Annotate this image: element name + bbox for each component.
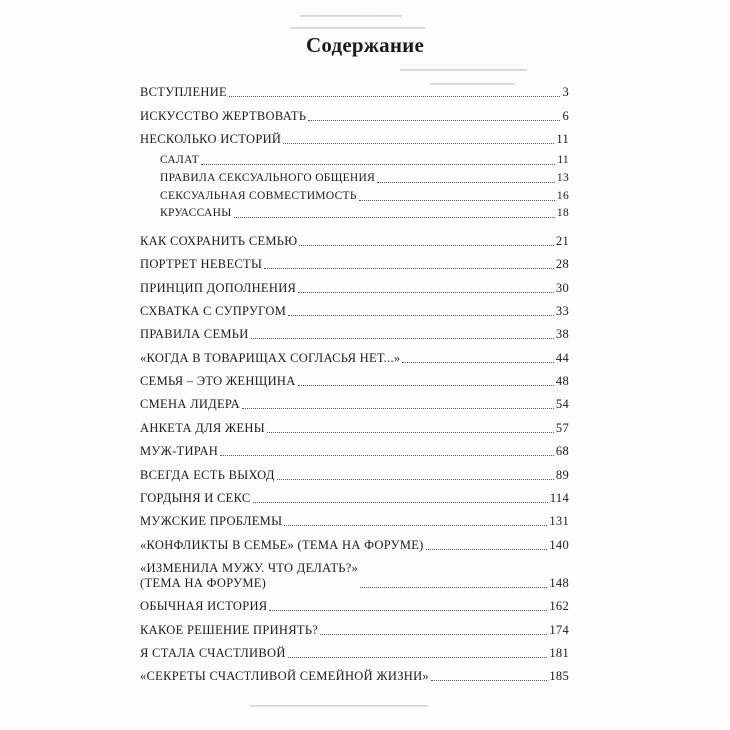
toc-entry-page: 148 xyxy=(549,575,569,590)
toc-subentry-label: СЕКСУАЛЬНАЯ СОВМЕСТИМОСТЬ xyxy=(160,189,357,202)
toc-entry-label: СМЕНА ЛИДЕРА xyxy=(140,397,240,412)
toc-entry-page: 89 xyxy=(555,467,569,482)
toc-subentry[interactable] xyxy=(140,204,569,222)
bleed-through-text: ▁▁▁▁▁▁▁▁▁▁ xyxy=(430,73,515,85)
toc-entry-label: ОБЫЧНАЯ ИСТОРИЯ xyxy=(140,599,268,614)
dot-leader xyxy=(308,120,560,121)
toc-subentry-label: САЛАТ xyxy=(160,153,200,166)
toc-entry[interactable] xyxy=(140,661,569,684)
toc-entry[interactable] xyxy=(140,483,569,506)
dot-leader xyxy=(253,502,548,503)
toc-entry-page: 38 xyxy=(555,327,569,342)
toc-entry[interactable] xyxy=(140,638,569,661)
table-of-contents xyxy=(140,77,569,684)
toc-entry-page: 30 xyxy=(555,280,569,295)
toc-entry-label: ПОРТРЕТ НЕВЕСТЫ xyxy=(140,257,263,272)
toc-entry-page: 11 xyxy=(556,132,569,147)
toc-entry[interactable] xyxy=(140,225,569,248)
toc-entry[interactable] xyxy=(140,77,569,100)
toc-entry-page: 114 xyxy=(549,491,569,506)
toc-entry-label: СХВАТКА С СУПРУГОМ xyxy=(140,303,287,318)
toc-entry[interactable] xyxy=(140,412,569,435)
toc-entry-label: ВСТУПЛЕНИЕ xyxy=(140,85,227,100)
dot-leader xyxy=(284,525,547,526)
toc-entry[interactable] xyxy=(140,124,569,147)
dot-leader xyxy=(234,217,555,218)
dot-leader xyxy=(377,182,555,183)
toc-entry-page: 21 xyxy=(555,233,569,248)
bleed-through-text: ▁▁▁▁▁▁▁▁▁▁▁▁▁▁▁▁▁▁▁▁▁ xyxy=(250,695,428,707)
dot-leader xyxy=(402,362,553,363)
toc-entry[interactable] xyxy=(140,296,569,319)
toc-entry-label: «КОНФЛИКТЫ В СЕМЬЕ» (ТЕМА НА ФОРУМЕ) xyxy=(140,537,424,552)
toc-entry-page: 44 xyxy=(555,350,569,365)
dot-leader xyxy=(320,634,547,635)
toc-entry-page: 33 xyxy=(555,303,569,318)
toc-entry-label: «СЕКРЕТЫ СЧАСТЛИВОЙ СЕМЕЙНОЙ ЖИЗНИ» xyxy=(140,669,429,684)
toc-entry[interactable] xyxy=(140,272,569,295)
toc-entry[interactable] xyxy=(140,366,569,389)
toc-entry-label: ПРАВИЛА СЕМЬИ xyxy=(140,327,249,342)
dot-leader xyxy=(298,292,554,293)
toc-entry[interactable] xyxy=(140,529,569,552)
toc-entry[interactable] xyxy=(140,389,569,412)
toc-subentry-label: ПРАВИЛА СЕКСУАЛЬНОГО ОБЩЕНИЯ xyxy=(160,171,376,184)
dot-leader xyxy=(426,549,548,550)
dot-leader xyxy=(288,657,548,658)
toc-entry-label: «ИЗМЕНИЛА МУЖУ. ЧТО ДЕЛАТЬ?» (ТЕМА НА ФОРУМЕ) xyxy=(140,560,359,590)
page-title: Содержание xyxy=(306,33,424,57)
toc-entry-page: 57 xyxy=(555,420,569,435)
toc-entry-label: ГОРДЫНЯ И СЕКС xyxy=(140,491,251,506)
toc-entry-label: «КОГДА В ТОВАРИЩАХ СОГЛАСЬЯ НЕТ...» xyxy=(140,350,401,365)
dot-leader xyxy=(298,385,554,386)
toc-entry[interactable] xyxy=(140,459,569,482)
dot-leader xyxy=(431,680,547,681)
dot-leader xyxy=(251,338,554,339)
toc-entry-page: 54 xyxy=(555,397,569,412)
bleed-through-text: ▁▁▁▁▁▁▁▁▁▁▁▁ xyxy=(300,5,402,17)
toc-entry-page: 162 xyxy=(549,599,569,614)
toc-entry-label: МУЖ-ТИРАН xyxy=(140,444,219,459)
toc-entry[interactable] xyxy=(140,249,569,272)
toc-entry-page: 131 xyxy=(549,514,569,529)
dot-leader xyxy=(283,143,554,144)
dot-leader xyxy=(220,455,554,456)
dot-leader xyxy=(229,96,560,97)
dot-leader xyxy=(264,268,554,269)
toc-subentry-label: КРУАССАНЫ xyxy=(160,207,232,220)
bleed-through-text: ▁▁▁▁▁▁▁▁▁▁▁▁▁▁▁ xyxy=(400,59,527,71)
dot-leader xyxy=(288,315,554,316)
toc-subentry[interactable] xyxy=(140,186,569,204)
toc-subentry-page: 16 xyxy=(556,189,569,202)
toc-entry-page: 48 xyxy=(555,374,569,389)
toc-entry-page: 174 xyxy=(549,622,569,637)
toc-entry-page: 181 xyxy=(549,646,569,660)
toc-entry[interactable] xyxy=(140,342,569,365)
toc-subentry[interactable] xyxy=(140,168,569,186)
toc-entry-label: МУЖСКИЕ ПРОБЛЕМЫ xyxy=(140,514,283,529)
toc-entry-page: 68 xyxy=(555,444,569,459)
toc-entry-page: 140 xyxy=(549,537,569,552)
toc-entry-page: 185 xyxy=(549,669,569,684)
toc-entry-label: АНКЕТА ДЛЯ ЖЕНЫ xyxy=(140,420,265,435)
dot-leader xyxy=(360,587,547,588)
toc-entry[interactable] xyxy=(140,506,569,529)
toc-entry-label: КАК СОХРАНИТЬ СЕМЬЮ xyxy=(140,233,298,248)
bleed-through-text: ▁▁▁▁▁▁▁▁▁▁▁▁▁▁▁▁ xyxy=(290,17,426,29)
toc-subentry-page: 13 xyxy=(556,171,569,184)
toc-entry-label: ВСЕГДА ЕСТЬ ВЫХОД xyxy=(140,467,275,482)
toc-entry[interactable] xyxy=(140,614,569,637)
toc-subsection xyxy=(140,147,569,225)
dot-leader xyxy=(299,245,553,246)
toc-entry[interactable] xyxy=(140,553,569,591)
dot-leader xyxy=(201,164,555,165)
toc-entry-label: КАКОЕ РЕШЕНИЕ ПРИНЯТЬ? xyxy=(140,622,319,637)
toc-entry[interactable] xyxy=(140,319,569,342)
toc-entry-label: Я СТАЛА СЧАСТЛИВОЙ xyxy=(140,646,286,660)
toc-entry-label: ИСКУССТВО ЖЕРТВОВАТЬ xyxy=(140,108,307,123)
toc-subentry-page: 11 xyxy=(557,153,569,166)
dot-leader xyxy=(359,200,555,201)
toc-entry-page: 28 xyxy=(555,257,569,272)
toc-entry-label: ПРИНЦИП ДОПОЛНЕНИЯ xyxy=(140,280,297,295)
toc-entry-label: СЕМЬЯ – ЭТО ЖЕНЩИНА xyxy=(140,374,296,389)
dot-leader xyxy=(277,479,554,480)
toc-entry[interactable] xyxy=(140,436,569,459)
toc-subentry[interactable] xyxy=(140,150,569,168)
toc-subentry-page: 18 xyxy=(556,207,569,220)
toc-entry-page: 3 xyxy=(562,85,569,100)
dot-leader xyxy=(269,610,547,611)
dot-leader xyxy=(242,408,554,409)
toc-entry[interactable] xyxy=(140,591,569,614)
toc-entry-page: 6 xyxy=(562,108,569,123)
dot-leader xyxy=(267,432,554,433)
toc-entry-label: НЕСКОЛЬКО ИСТОРИЙ xyxy=(140,132,282,147)
toc-entry[interactable] xyxy=(140,100,569,123)
